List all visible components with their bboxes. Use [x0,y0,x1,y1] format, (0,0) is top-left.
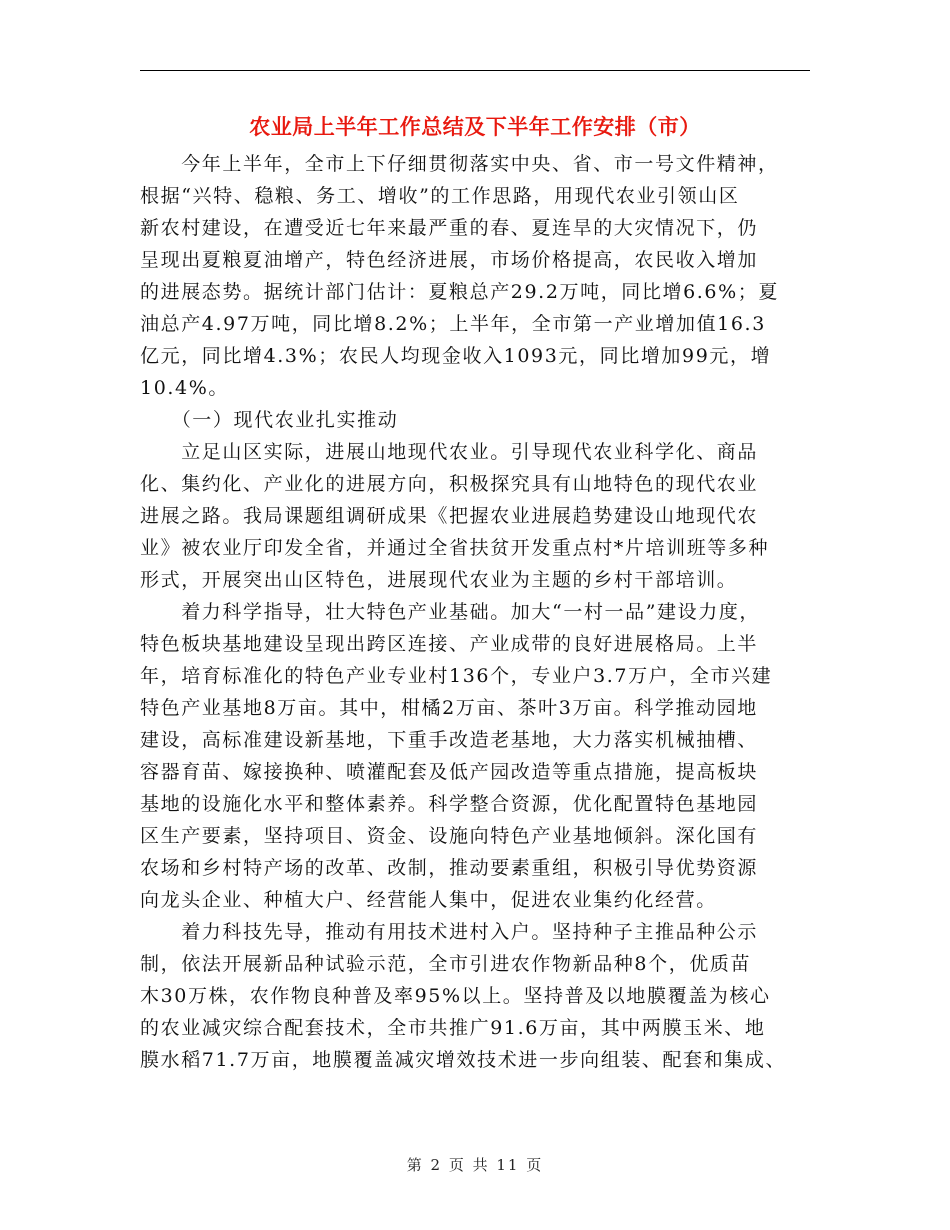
body-line: 年，培育标准化的特色产业专业村136个，专业户3.7万户，全市兴建 [140,665,773,687]
body-line: 呈现出夏粮夏油增产，特色经济进展，市场价格提高，农民收入增加 [140,249,759,271]
body-line: 膜水稻71.7万亩，地膜覆盖减灾增效技术进一步向组装、配套和集成、 [140,1049,787,1071]
body-line: 建设，高标准建设新基地，下重手改造老基地，大力落实机械抽槽、 [140,729,759,751]
body-line: 着力科学指导，壮大特色产业基础。加大“一村一品”建设力度， [140,601,761,623]
body-line: 今年上半年，全市上下仔细贯彻落实中央、省、市一号文件精神， [140,153,779,175]
body-line: 特色产业基地8万亩。其中，柑橘2万亩、茶叶3万亩。科学推动园地 [140,697,758,719]
page-number: 第 2 页 共 11 页 [406,1156,544,1174]
body-line: 区生产要素，坚持项目、资金、设施向特色产业基地倾斜。深化国有 [140,825,759,847]
body-line: 的农业减灾综合配套技术，全市共推广91.6万亩，其中两膜玉米、地 [140,1017,766,1039]
body-line: 着力科技先导，推动有用技术进村入户。坚持种子主推品种公示 [140,921,759,943]
body-line: 化、集约化、产业化的进展方向，积极探究具有山地特色的现代农业 [140,473,759,495]
body-line: 新农村建设，在遭受近七年来最严重的春、夏连旱的大灾情况下，仍 [140,217,759,239]
body-line: 形式，开展突出山区特色，进展现代农业为主题的乡村干部培训。 [140,569,738,591]
body-line: 向龙头企业、种植大户、经营能人集中，促进农业集约化经营。 [140,889,717,911]
document-body [140,148,820,1076]
body-line: 农场和乡村特产场的改革、改制，推动要素重组，积极引导优势资源 [140,857,759,879]
body-line: 基地的设施化水平和整体素养。科学整合资源，优化配置特色基地园 [140,793,759,815]
body-line: 根据“兴特、稳粮、务工、增收”的工作思路，用现代农业引领山区 [140,185,740,207]
body-line: 的进展态势。据统计部门估计：夏粮总产29.2万吨，同比增6.6%；夏 [140,281,779,303]
document-title: 农业局上半年工作总结及下半年工作安排（市） [249,115,701,139]
body-line: 进展之路。我局课题组调研成果《把握农业进展趋势建设山地现代农 [140,505,759,527]
body-line: 10.4%。 [140,377,229,399]
body-line: 亿元，同比增4.3%；农民人均现金收入1093元，同比增加99元，增 [140,345,772,367]
body-line: 特色板块基地建设呈现出跨区连接、产业成带的良好进展格局。上半 [140,633,759,655]
body-line: 木30万株，农作物良种普及率95%以上。坚持普及以地膜覆盖为核心 [140,985,771,1007]
header-rule [140,70,810,71]
body-line: 油总产4.97万吨，同比增8.2%；上半年，全市第一产业增加值16.3 [140,313,766,335]
body-line: 业》被农业厅印发全省，并通过全省扶贫开发重点村*片培训班等多种 [140,537,770,559]
body-line: 容器育苗、嫁接换种、喷灌配套及低产园改造等重点措施，提高板块 [140,761,759,783]
section-heading: （一）现代农业扎实推动 [140,409,399,431]
body-line: 制，依法开展新品种试验示范，全市引进农作物新品种8个，优质苗 [140,953,752,975]
body-line: 立足山区实际，进展山地现代农业。引导现代农业科学化、商品 [140,441,759,463]
